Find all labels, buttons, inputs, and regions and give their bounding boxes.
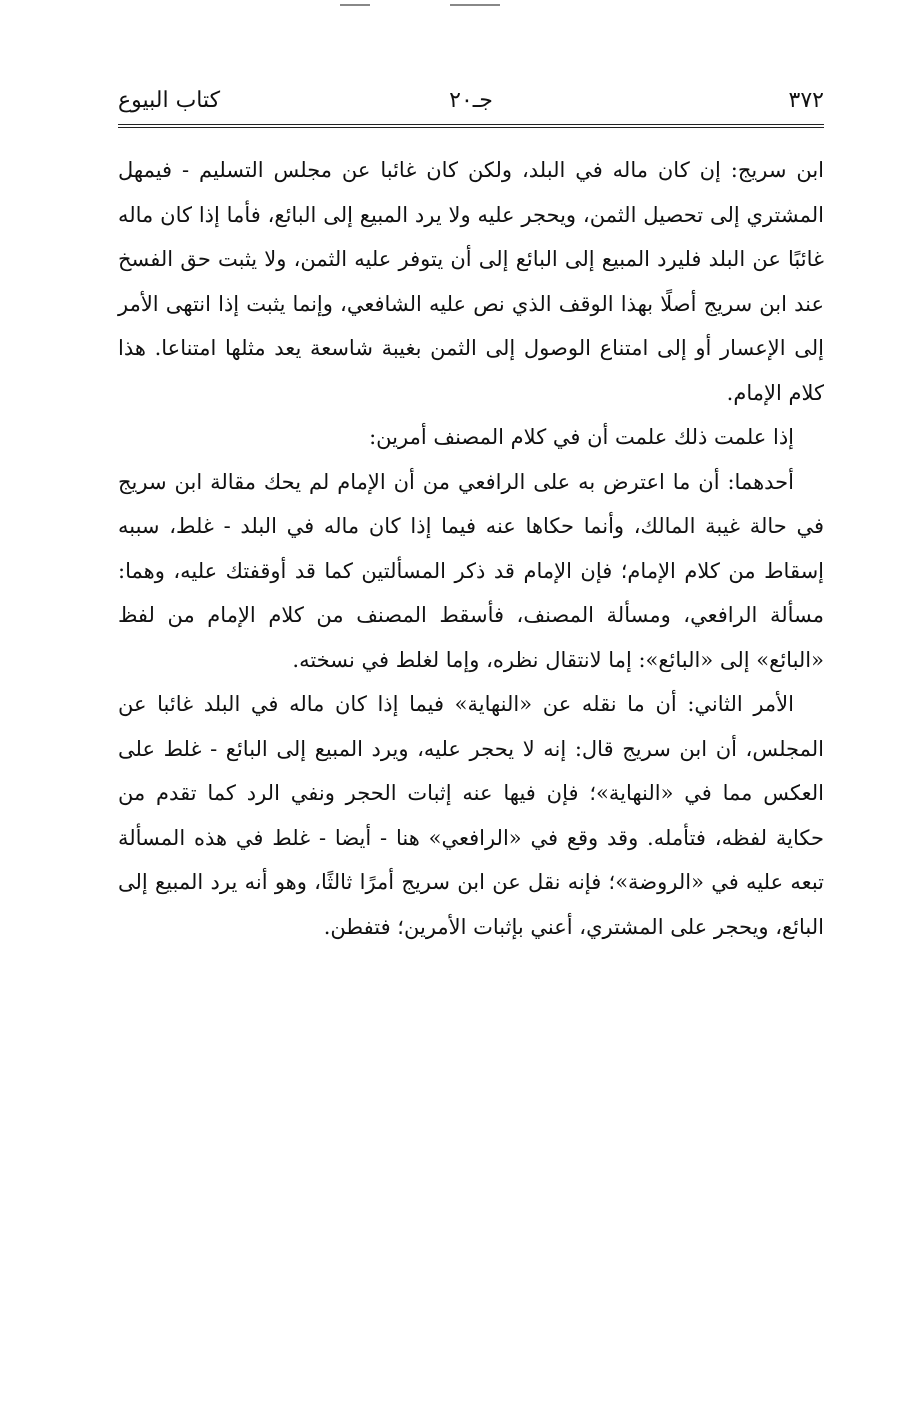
- paragraph: أحدهما: أن ما اعترض به على الرافعي من أن الإمام لم يحك مقالة ابن سريج في حالة غيبة المالك، وأنما حكاها عنه فيما إذا كان ماله في البلد - غلط، سببه إسقاط من كلام الإمام؛ فإن الإمام قد ذكر المسألتين كما قد أوقفتك عليه، وهما: مسألة الرافعي، ومسألة المصنف، فأسقط المصنف من كلام الإمام من لفظ «البائع» إلى «البائع»: إما لانتقال نظره، وإما لغلط في نسخته.: [118, 469, 824, 672]
- body-text: [118, 148, 824, 949]
- paragraph: إذا علمت ذلك علمت أن في كلام المصنف أمرين:: [369, 425, 794, 449]
- top-mark-left: [340, 4, 370, 6]
- top-edge-marks: [340, 4, 540, 10]
- volume-label: جـ٢٠: [449, 88, 493, 113]
- paragraph: الأمر الثاني: أن ما نقله عن «النهاية» فيما إذا كان ماله في البلد غائبا عن المجلس، أن ابن سريج قال: إنه لا يحجر عليه، ويرد المبيع إلى البائع - غلط على العكس مما في «النهاية»؛ فإن فيها عنه إثبات الحجر ونفي الرد كما تقدم من حكاية لفظه، فتأمله. وقد وقع في «الرافعي» هنا - أيضا - غلط في هذه المسألة تبعه عليه في «الروضة»؛ فإنه نقل عن ابن سريج أمرًا ثالثًا، وهو أنه يرد المبيع إلى البائع، ويحجر على المشتري، أعني بإثبات الأمرين؛ فتفطن.: [118, 692, 824, 939]
- paragraph: ابن سريج: إن كان ماله في البلد، ولكن كان غائبا عن مجلس التسليم - فيمهل المشتري إلى تحصيل الثمن، ويحجر عليه ولا يرد المبيع إلى البائع، فأما إذا كان ماله غائبًا عن البلد فليرد المبيع إلى البائع إلى أن يتوفر عليه الثمن، ولا يثبت حق الفسخ عند ابن سريج أصلًا بهذا الوقف الذي نص عليه الشافعي، وإنما يثبت إذا انتهى الأمر إلى الإعسار أو إلى امتناع الوصول إلى الثمن بغيبة شاسعة يعد مثلها امتناعا. هذا كلام الإمام.: [118, 158, 824, 405]
- top-mark-right: [450, 4, 500, 6]
- page-number: ٣٧٢: [788, 88, 824, 113]
- header-rule: [118, 124, 824, 128]
- running-header: [118, 88, 824, 122]
- book-title: كتاب البيوع: [118, 88, 221, 113]
